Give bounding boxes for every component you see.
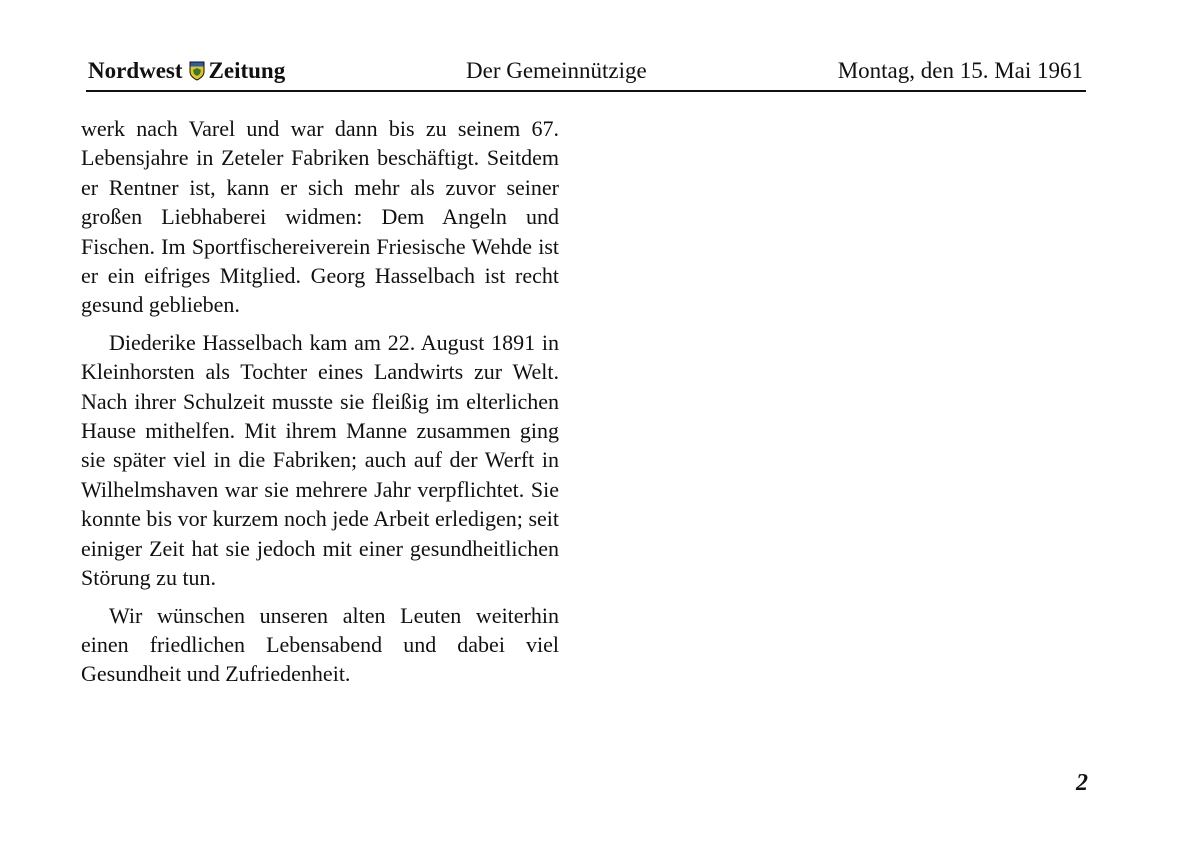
- article-paragraph: Wir wünschen unseren alten Leuten weiterhin einen friedlichen Lebensabend und dabei viel Gesundheit und Zufriedenheit.: [81, 602, 559, 687]
- article-column: [81, 114, 559, 697]
- newspaper-name-part2: Zeitung: [208, 58, 286, 83]
- coat-of-arms-icon: [189, 61, 205, 81]
- page-number: 2: [1076, 770, 1088, 796]
- article-paragraph: werk nach Varel und war dann bis zu seinem 67. Lebensjahre in Zeteler Fabriken beschäftigt. Seitdem er Rentner ist, kann er sich mehr als zuvor seiner großen Liebhaberei widmen: Dem Angeln und Fischen. Im Sportfischereiverein Friesische Wehde ist er ein eifriges Mitglied. Georg Hasselbach ist recht gesund geblieben.: [81, 116, 559, 318]
- newspaper-name-part1: Nordwest: [88, 58, 183, 83]
- article-paragraph: Diederike Hasselbach kam am 22. August 1891 in Kleinhorsten als Tochter eines Landwirts zur Welt. Nach ihrer Schulzeit musste sie fleißig im elterlichen Hause mithelfen. Mit ihrem Manne zusammen ging sie später viel in die Fabriken; auch auf der Werft in Wilhelmshaven war sie mehrere Jahr verpflichtet. Sie konnte bis vor kurzem noch jede Arbeit erledigen; seit einiger Zeit hat sie jedoch mit einer gesundheitlichen Störung zu tun.: [81, 329, 559, 591]
- section-title: Der Gemeinnützige: [466, 58, 647, 83]
- issue-date: Montag, den 15. Mai 1961: [837, 58, 1083, 83]
- newspaper-name: [88, 58, 285, 84]
- masthead: [86, 58, 1086, 92]
